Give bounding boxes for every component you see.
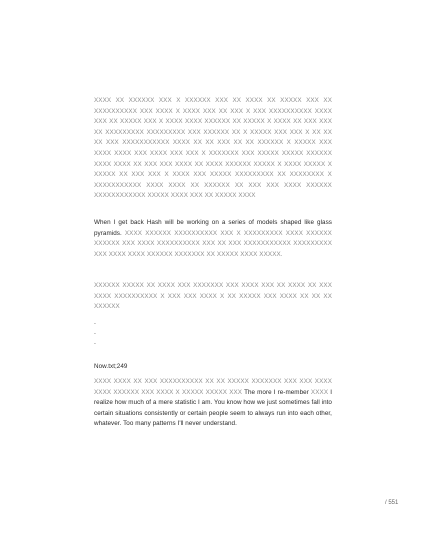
paragraph-4-mid: The more I re-member [244, 388, 309, 396]
paragraph-4-tail: I realize how much of a mere statistic I am. You know how we just sometimes fall into certain situations consistently or certain people seem to always run into each other, whatever. Too many patterns I'll never understand. [94, 388, 333, 428]
redacted-text: XXXX XX XXXXXX XXX X XXXXXX XXX XX XXXX XX XXXXX XXX XX XXXXXXXXXX XXX XXXX X XXXX XXX XX XXX X XXX XXXXXXXXXX XXXX XXX XX XXXXX XXX X XXXX XXXX XXXXXX XX XXXXX X XXXX XX XXX XXX XX XXXXXXXXX XXXXXXXXX XXX XXXXXX XX X XXXXX XXX XXX X XX XX XX XXX XXXXXXXXXXX XXXX XX XX XXX XX XX XXXXXX X XXXXX XXX XXXX XXXX XXX XXXX XXX XXX X XXXXXXX XXX XXXXX XXXXX XXXXXX XXXX XXXX XX XXX XXX XXXX XX XXXX XXXXXX XXXXX X XXXX XXXXX X XXXXX XX XXX XXX X XXXX XXX XXXXX XXXXXXXXX XX XXXXXXXX X XXXXXXXXXXX XXXX XXXX XX XXXXXX XX XXX XXX XXXX XXXXXX XXXXXXXXXXXX XXXXX XXXX XXX XX XXXXX XXXX [94, 97, 332, 200]
redacted-text: XXXX XXXX XX XXX XXXXXXXXXX XX XX XXXXX XXXXXXX XXX XXX XXXX XXXX XXXXXX XXX XXXX X XXXXX XXXXX XXX [94, 378, 332, 396]
redacted-text: XXXX XXXXXX XXXXXXXXXX XXX X XXXXXXXXX XXXX XXXXXX XXXXXX XXX XXXX XXXXXXXXXX XXX XX XXX XXXXXXXXXXX XXXXXXXXX XXX XXXX XXXX XXXXXX XXXXXXX XX XXXXX XXXX XXXXX. [94, 229, 332, 258]
paragraph-redacted-3 [94, 281, 332, 313]
page-number: / 551 [385, 500, 399, 506]
paragraph-redacted-1 [94, 96, 332, 202]
paragraph-2 [94, 218, 332, 260]
section-break [94, 318, 332, 348]
entry-heading: Now.txt;249 [94, 363, 128, 370]
paragraph-4 [94, 377, 332, 430]
redacted-text: XXXXXX XXXXX XX XXXX XXX XXXXXXX XXX XXXX XXX XX XXXX XX XXX XXXX XXXXXXXXXX X XXX XXX XXXX X XX XXXXX XXX XXXX XX XX XX XXXXXX [94, 282, 332, 311]
redacted-text: XXXX [310, 388, 329, 396]
section-dot: . [94, 319, 96, 326]
paragraph-2-lead: When I get back Hash will be working on a series of models shaped like glass pyramids. [94, 219, 332, 237]
section-dot: . [94, 329, 96, 336]
section-dot: . [94, 339, 96, 346]
